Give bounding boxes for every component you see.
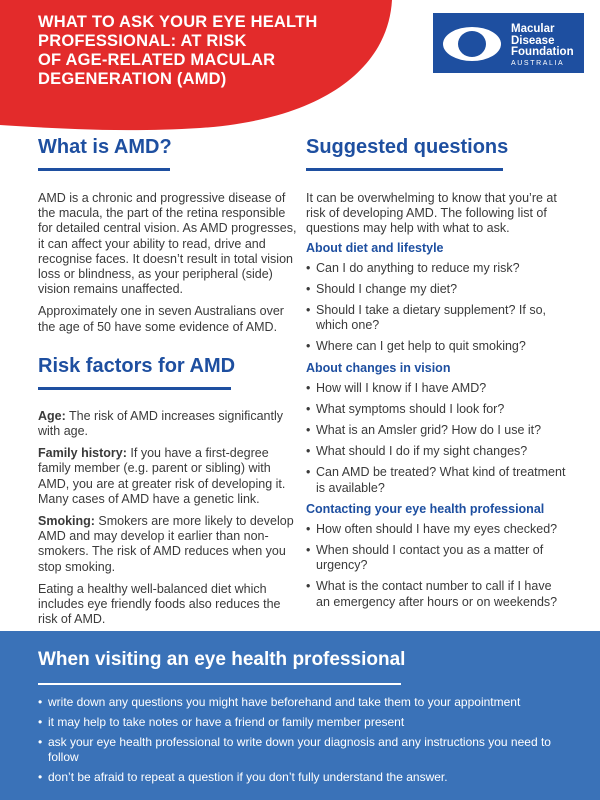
bullet-icon: • [306, 423, 311, 438]
question-text: Can AMD be treated? What kind of treatment is available? [316, 465, 566, 495]
question-text: When should I contact you as a matter of urgency? [316, 543, 544, 573]
list-item [306, 339, 568, 354]
section-title-diet: About diet and lifestyle [306, 240, 444, 255]
foundation-logo [433, 13, 584, 73]
list-item [306, 303, 568, 333]
what-is-paragraph: AMD is a chronic and progressive disease of the macula, the part of the retina responsible for detailed central vision. As AMD progresses, it can affect your ability to read, drive and recognise faces. It doesn’t result in total vision loss or blindness, as your peripheral (side) vision remains unaffected. [38, 191, 297, 297]
question-text: Should I change my diet? [316, 281, 458, 296]
logo-name-line: Macular [511, 23, 555, 35]
question-text: What is the contact number to call if I have an emergency after hours or on weekends? [316, 579, 558, 609]
suggested-questions-heading: Suggested questions [306, 136, 509, 158]
bullet-icon: • [306, 260, 311, 275]
visiting-tips-panel [0, 631, 600, 800]
title-line: DEGENERATION (AMD) [38, 70, 227, 88]
list-item [306, 522, 568, 537]
bullet-icon: • [306, 543, 311, 558]
list-item [38, 735, 568, 765]
list-item [306, 381, 568, 396]
tip-text: ask your eye health professional to write down your diagnosis and any instructions you need to follow [48, 735, 551, 764]
what-is-amd-heading: What is AMD? [38, 136, 172, 158]
risk-text: Smokers are more likely to develop AMD and may develop it earlier than non-smokers. The risk of AMD reduces when you stop smoking. [38, 514, 294, 574]
section-rule [38, 387, 231, 390]
list-item [306, 543, 568, 573]
question-text: Can I do anything to reduce my risk? [316, 260, 520, 275]
page-title [38, 13, 338, 89]
logo-name [511, 24, 574, 59]
question-list-vision [306, 381, 568, 496]
list-item [38, 715, 568, 730]
question-text: What should I do if my sight changes? [316, 444, 528, 459]
list-item [306, 465, 568, 495]
bullet-icon: • [306, 465, 311, 480]
bullet-icon: • [306, 579, 311, 594]
list-item [306, 423, 568, 438]
risk-item-age [38, 409, 298, 439]
visiting-heading: When visiting an eye health professional [38, 649, 406, 670]
footer-rule [38, 683, 401, 685]
question-text: Should I take a dietary supplement? If so, which one? [316, 303, 546, 333]
logo-name-line: Foundation [511, 46, 574, 58]
risk-label: Family history: [38, 446, 127, 461]
question-text: What is an Amsler grid? How do I use it? [316, 423, 542, 438]
tip-text: don’t be afraid to repeat a question if you don’t fully understand the answer. [48, 770, 448, 784]
bullet-icon: • [306, 444, 311, 459]
bullet-icon: • [38, 770, 43, 784]
list-item [306, 282, 568, 297]
section-rule [306, 168, 503, 171]
question-text: What symptoms should I look for? [316, 401, 505, 416]
what-is-paragraph: Approximately one in seven Australians over the age of 50 have some evidence of AMD. [38, 304, 284, 334]
list-item [38, 695, 568, 710]
tip-text: write down any questions you might have beforehand and take them to your appointment [48, 695, 521, 709]
left-column [38, 134, 298, 627]
title-line: OF AGE-RELATED MACULAR [38, 51, 276, 69]
bullet-icon: • [38, 715, 43, 729]
risk-item-family [38, 446, 298, 507]
list-item [306, 579, 568, 609]
list-item [306, 402, 568, 417]
bullet-icon: • [306, 521, 311, 536]
question-text: How often should I have my eyes checked? [316, 521, 558, 536]
risk-label: Age: [38, 408, 66, 423]
bullet-icon: • [38, 695, 43, 709]
bullet-icon: • [38, 735, 43, 749]
list-item [306, 261, 568, 276]
question-text: How will I know if I have AMD? [316, 380, 487, 395]
question-list-contacting [306, 522, 568, 610]
title-line: PROFESSIONAL: AT RISK [38, 32, 247, 50]
tip-text: it may help to take notes or have a friend or family member present [48, 715, 405, 729]
list-item [306, 444, 568, 459]
section-title-contacting: Contacting your eye health professional [306, 501, 545, 516]
right-column [306, 134, 568, 616]
risk-item-smoking [38, 514, 298, 575]
risk-label: Smoking: [38, 514, 95, 529]
bullet-icon: • [306, 303, 311, 318]
logo-country: AUSTRALIA [511, 60, 565, 67]
risk-text: If you have a first-degree family member (e.g. parent or sibling) with AMD, you are at greater risk of developing it. Many cases of AMD have a genetic link. [38, 446, 286, 506]
risk-factors-heading: Risk factors for AMD [38, 354, 236, 377]
section-rule [38, 168, 170, 171]
logo-name-line: Disease [511, 34, 555, 47]
bullet-icon: • [306, 281, 311, 296]
bullet-icon: • [306, 339, 311, 354]
section-title-vision: About changes in vision [306, 360, 451, 375]
list-item [38, 770, 568, 785]
eye-logo-icon [441, 25, 503, 63]
risk-closing: Eating a healthy well-balanced diet which includes eye friendly foods also reduces the risk of AMD. [38, 581, 281, 627]
bullet-icon: • [306, 401, 311, 416]
question-text: Where can I get help to quit smoking? [316, 339, 526, 354]
question-list-diet [306, 261, 568, 355]
title-line: WHAT TO ASK YOUR EYE HEALTH [38, 13, 318, 31]
bullet-icon: • [306, 380, 311, 395]
risk-text: The risk of AMD increases significantly with age. [38, 408, 283, 439]
visiting-tips-list [38, 695, 568, 790]
questions-intro: It can be overwhelming to know that you’re at risk of developing AMD. The following list of questions may help with what to ask. [306, 191, 557, 236]
